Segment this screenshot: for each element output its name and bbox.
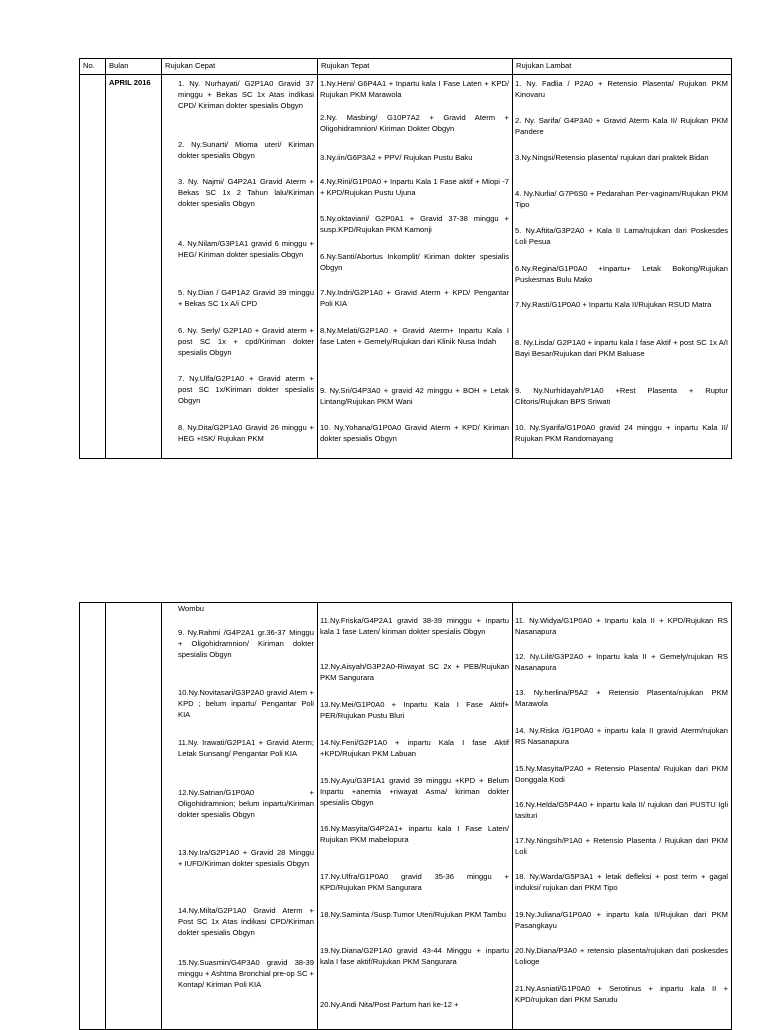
list-item: 4. Ny.Nilam/G3P1A1 gravid 6 minggu + HEG/ Kiriman dokter spesialis Obgyn xyxy=(178,239,314,260)
list-item: 11.Ny. Irawati/G2P1A1 + Gravid Aterm; Letak Sunsang/ Pengantar Poli KIA xyxy=(178,738,314,759)
referral-table-page-1 xyxy=(79,58,732,459)
list-item: 2. Ny.Sunarti/ Mioma uteri/ Kiriman dokter spesialis Obgyn xyxy=(178,140,314,161)
list-item: 9. Ny.Rahmi /G4P2A1 gr.36-37 Minggu + Oligohidramnion/ Kiriman dokter spesialis Obgyn xyxy=(178,628,314,660)
list-item: 14. Ny.Riska /G1P0A0 + inpartu kala II gravid Aterm/rujukan RS Nasanapura xyxy=(515,726,728,747)
list-cepat xyxy=(162,603,317,1029)
list-item: 15.Ny.Masyita/P2A0 + Retensio Plasenta/ Rujukan dari PKM Donggala Kodi xyxy=(515,764,728,785)
cell-no xyxy=(80,603,106,1030)
list-item: 6. Ny. Serly/ G2P1A0 + Gravid aterm + post SC 1x + cpd/Kiriman dokter spesialis Obgyn xyxy=(178,326,314,358)
list-item: 20.Ny.Diana/P3A0 + retensio plasenta/rujukan dari poskesdes Lolioge xyxy=(515,946,728,967)
header-no: No. xyxy=(80,59,106,75)
table-header-row xyxy=(80,59,732,75)
list-item: 10. Ny.Yohana/G1P0A0 Gravid Aterm + KPD/ Kiriman dokter spesialis Obgyn xyxy=(320,423,509,444)
list-item: Wombu xyxy=(178,604,205,613)
table-row xyxy=(80,603,732,1030)
list-item: 15.Ny.Ayu/G3P1A1 gravid 39 minggu +KPD + Belum Inpartu +anemia +riwayat Asma/ kiriman dokter spesialis Obgyn xyxy=(320,776,509,808)
table-row xyxy=(80,75,732,459)
list-item: 18. Ny.Warda/G5P3A1 + letak defleksi + post term + gagal induksi/ rujukan dari PKM Tipo xyxy=(515,872,728,893)
list-item: 11. Ny.Widya/G1P0A0 + Inpartu kala II + KPD/Rujukan RS Nasanapura xyxy=(515,616,728,637)
cell-rujukan-lambat xyxy=(513,603,732,1030)
list-item: 1. Ny. Fadlia / P2A0 + Retensio Plasenta/ Rujukan PKM Kinovaru xyxy=(515,79,728,100)
list-item: 7.Ny.Rasti/G1P0A0 + Inpartu Kala II/Rujukan RSUD Matra xyxy=(515,300,712,309)
month-label: APRIL 2016 xyxy=(109,78,151,87)
list-cepat xyxy=(162,75,317,458)
cell-bulan xyxy=(106,75,162,459)
list-item: 16.Ny.Helda/G5P4A0 + inpartu kala II/ rujukan dari PUSTU Igli tasituri xyxy=(515,800,728,821)
list-item: 6.Ny.Regina/G1P0A0 +Inpartu+ Letak Bokong/Rujukan Puskesmas Bulu Mako xyxy=(515,264,728,285)
list-item: 16.Ny.Masyita/G4P2A1+ inpartu kala I Fase Laten/ Rujukan PKM mabelopura xyxy=(320,824,509,845)
list-item: 13.Ny.Ira/G2P1A0 + Gravid 28 Minggu + IUFD/Kiriman dokter spesialis Obgyn xyxy=(178,848,314,869)
list-item: 17.Ny.Ulfra/G1P0A0 gravid 35-36 minggu + KPD/Rujukan PKM Sangurara xyxy=(320,872,509,893)
list-tepat xyxy=(318,603,512,1029)
list-item: 7. Ny.Ulfa/G2P1A0 + Gravid aterm + post SC 1x/Kiriman dokter spesialis Obgyn xyxy=(178,374,314,406)
cell-bulan xyxy=(106,603,162,1030)
list-item: 3.Ny.iin/G6P3A2 + PPV/ Rujukan Pustu Baku xyxy=(320,153,473,162)
cell-rujukan-lambat xyxy=(513,75,732,459)
list-item: 3. Ny. Najmi/ G4P2A1 Gravid Aterm + Bekas SC 1x 2 Tahun lalu/Kiriman dokter spesialis Obgyn xyxy=(178,177,314,209)
list-tepat xyxy=(318,75,512,458)
list-item: 12. Ny.Lilit/G3P2A0 + Inpartu kala II + Gemely/rujukan RS Nasanapura xyxy=(515,652,728,673)
list-item: 8. Ny.Lisda/ G2P1A0 + inpartu kala I fase Aktif + post SC 1x A/I Bayi Besar/Rujukan dari PKM Baluase xyxy=(515,338,728,359)
list-item: 12.Ny.Aisyah/G3P2A0-Riwayat SC 2x + PEB/Rujukan PKM Sangurara xyxy=(320,662,509,683)
list-item: 4. Ny.Nurlia/ G7P6S0 + Pedarahan Per-vaginam/Rujukan PKM Tipo xyxy=(515,189,728,210)
list-item: 8. Ny.Dita/G2P1A0 Gravid 26 minggu + HEG +ISK/ Rujukan PKM xyxy=(178,423,314,444)
header-rujukan-cepat: Rujukan Cepat xyxy=(162,59,318,75)
cell-no xyxy=(80,75,106,459)
list-item: 10.Ny.Novitasari/G3P2A0 gravid Atem + KPD ; belum inpartu/ Pengantar Poli KIA xyxy=(178,688,314,720)
list-item: 15.Ny.Suasmin/G4P3A0 gravid 38-39 minggu + Ashtma Bronchial pre-op SC + Kontap/ Kiriman Poli KIA xyxy=(178,958,314,990)
list-item: 7.Ny.Indri/G2P1A0 + Gravid Aterm + KPD/ Pengantar Poli KIA xyxy=(320,288,509,309)
list-item: 13. Ny.herlina/P5A2 + Retensio Plasenta/rujukan PKM Marawola xyxy=(515,688,728,709)
list-item: 2.Ny. Masbing/ G10P7A2 + Gravid Aterm + Oligohidramnion/ Kiriman Dokter Obgyn xyxy=(320,113,509,134)
list-item: 17.Ny.Ningsih/P1A0 + Retensio Plasenta / Rujukan dari PKM Loli xyxy=(515,836,728,857)
list-item: 1. Ny. Nurhayati/ G2P1A0 Gravid 37 minggu + Bekas SC 1x Atas indikasi CPD/ Kiriman dokter spesialis Obgyn xyxy=(178,79,314,111)
list-item: 14.Ny.Feni/G2P1A0 + inpartu Kala I fase Aktif +KPD/Rujukan PKM Labuan xyxy=(320,738,509,759)
cell-rujukan-cepat xyxy=(162,603,318,1030)
list-item: 5.Ny.oktaviani/ G2P0A1 + Gravid 37-38 minggu + susp.KPD/Rujukan PKM Kamonji xyxy=(320,214,509,235)
header-bulan: Bulan xyxy=(106,59,162,75)
list-item: 14.Ny.Milta/G2P1A0 Gravid Aterm + Post SC 1x Atas indikasi CPD/Kiriman dokter spesialis Obgyn xyxy=(178,906,314,938)
list-item: 21.Ny.Asniati/G1P0A0 + Serotinus + inpartu kala II + KPD/rujukan dari PKM Sarudu xyxy=(515,984,728,1005)
list-item: 5. Ny.Dian / G4P1A2 Gravid 39 minggu + Bekas SC 1x A/i CPD xyxy=(178,288,314,309)
list-lambat xyxy=(513,603,731,1029)
list-item: 1.Ny.Heni/ G6P4A1 + Inpartu kala I Fase Laten + KPD/ Rujukan PKM Marawola xyxy=(320,79,509,100)
cell-rujukan-cepat xyxy=(162,75,318,459)
list-item: 13.Ny.Mei/G1P0A0 + Inpartu Kala I Fase Aktif+ PER/Rujukan Pustu Bluri xyxy=(320,700,509,721)
list-item: 2. Ny. Sarifa/ G4P3A0 + Gravid Aterm Kala II/ Rujukan PKM Pandere xyxy=(515,116,728,137)
list-item: 5. Ny.Aftita/G3P2A0 + Kala II Lama/rujukan dari Poskesdes Loli Pesua xyxy=(515,226,728,247)
cell-rujukan-tepat xyxy=(318,603,513,1030)
list-item: 9. Ny.Sri/G4P3A0 + gravid 42 minggu + BOH + Letak Lintang/Rujukan PKM Wani xyxy=(320,386,509,407)
header-rujukan-tepat: Rujukan Tepat xyxy=(318,59,513,75)
list-item: 4.Ny.Rini/G1P0A0 + Inpartu Kala 1 Fase aktif + Miopi -7 + KPD/Rujukan Pustu Ujuna xyxy=(320,177,509,198)
list-item: 8.Ny.Melati/G2P1A0 + Gravid Aterm+ Inpartu Kala I fase Laten + Gemely/Rujukan dari Klinik Nusa Indah xyxy=(320,326,509,347)
list-item: 19.Ny.Juliana/G1P0A0 + inpartu kala II/Rujukan dari PKM Pasangkayu xyxy=(515,910,728,931)
list-item: 18.Ny.Saminta /Susp.Tumor Uteri/Rujukan PKM Tambu xyxy=(320,910,506,919)
list-item: 19.Ny.Diana/G2P1A0 gravid 43-44 Minggu + inpartu kala I fase aktif/Rujukan PKM Sangurara xyxy=(320,946,509,967)
referral-table-page-2 xyxy=(79,602,732,1030)
list-item: 9. Ny.Nurhidayah/P1A0 +Rest Plasenta + Ruptur Clitoris/Rujukan BPS Sriwati xyxy=(515,386,728,407)
header-rujukan-lambat: Rujukan Lambat xyxy=(513,59,732,75)
list-item: 3.Ny.Ningsi/Retensio plasenta/ rujukan dari praktek Bidan xyxy=(515,153,709,162)
cell-rujukan-tepat xyxy=(318,75,513,459)
list-lambat xyxy=(513,75,731,458)
list-item: 20.Ny.Andi Nita/Post Partum hari ke-12 + xyxy=(320,1000,459,1009)
list-item: 11.Ny.Friska/G4P2A1 gravid 38-39 minggu + inpartu kala 1 fase Laten/ kiriman dokter spesialis Obgyn xyxy=(320,616,509,637)
list-item: 10. Ny.Syarifa/G1P0A0 gravid 24 minggu + inpartu Kala II/ Rujukan PKM Randomayang xyxy=(515,423,728,444)
list-item: 6.Ny.Santi/Abortus Inkomplit/ Kiriman dokter spesialis Obgyn xyxy=(320,252,509,273)
list-item: 12.Ny.Satrian/G1P0A0 + Oligohidramnion; belum inpartu/Kiriman dokter spesialis Obgyn xyxy=(178,788,314,820)
